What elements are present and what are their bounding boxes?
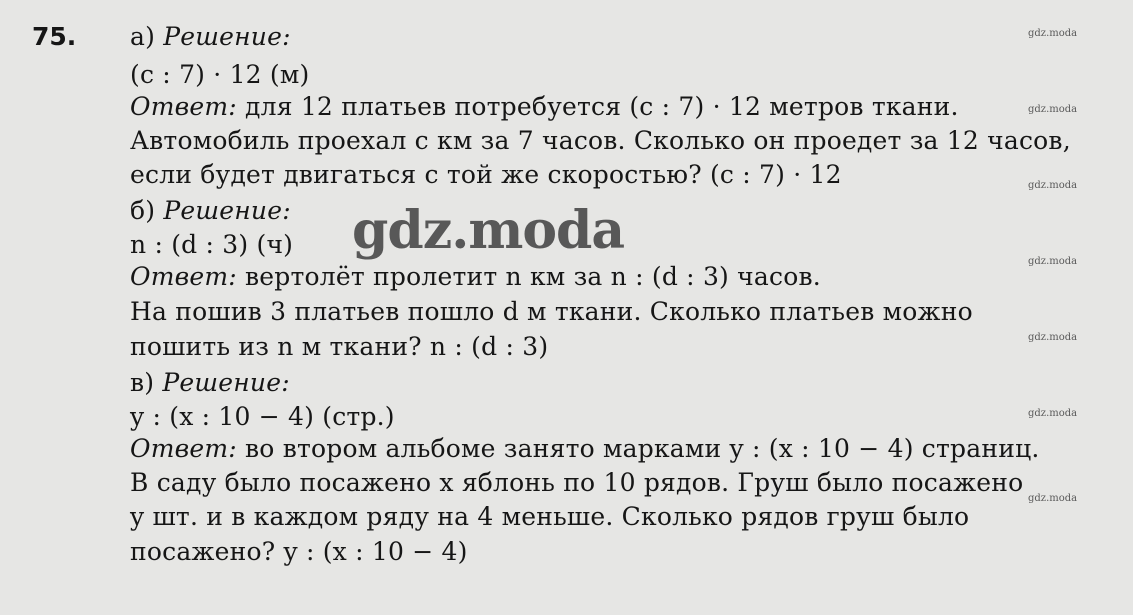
part-c-expression: y : (x : 10 − 4) (стр.) <box>130 402 395 431</box>
part-b-task-line-1: На пошив 3 платьев пошло d м ткани. Сколько платьев можно <box>130 297 973 326</box>
part-a-solution-label: Решение: <box>163 22 291 51</box>
part-b-answer <box>130 262 821 292</box>
part-a-heading <box>130 22 291 52</box>
part-b-answer-text: вертолёт пролетит n км за n : (d : 3) часов. <box>236 262 821 291</box>
part-b-label: б) <box>130 196 164 225</box>
watermark-small: gdz.moda <box>1028 332 1078 343</box>
part-a-expression: (c : 7) · 12 (м) <box>130 60 310 89</box>
part-b-heading <box>130 196 291 226</box>
part-a-answer-text: для 12 платьев потребуется (c : 7) · 12 метров ткани. <box>236 92 959 121</box>
watermark-small: gdz.moda <box>1028 180 1078 191</box>
watermark-small: gdz.moda <box>1028 28 1078 39</box>
part-a-answer <box>130 92 959 122</box>
watermark-small: gdz.moda <box>1028 256 1078 267</box>
part-a-label: а) <box>130 22 164 51</box>
watermark-large: gdz.moda <box>352 200 625 261</box>
part-c-task-line-1: В саду было посажено x яблонь по 10 рядов. Груш было посажено <box>130 468 1024 497</box>
part-c-heading <box>130 368 290 398</box>
part-c-task-line-2: y шт. и в каждом ряду на 4 меньше. Сколько рядов груш было <box>130 502 970 531</box>
part-c-answer-text: во втором альбоме занято марками y : (x : 10 − 4) страниц. <box>236 434 1040 463</box>
part-c-answer-label: Ответ: <box>130 434 237 463</box>
part-c-task-line-3: посажено? y : (x : 10 − 4) <box>130 537 468 566</box>
part-a-task-line-1: Автомобиль проехал c км за 7 часов. Сколько он проедет за 12 часов, <box>130 126 1071 155</box>
part-b-expression: n : (d : 3) (ч) <box>130 230 294 259</box>
problem-number: 75. <box>32 22 77 51</box>
part-a-task-line-2: если будет двигаться с той же скоростью? (c : 7) · 12 <box>130 160 842 189</box>
part-b-solution-label: Решение: <box>163 196 291 225</box>
watermark-small: gdz.moda <box>1028 104 1078 115</box>
part-c-answer <box>130 434 1040 464</box>
part-a-answer-label: Ответ: <box>130 92 237 121</box>
part-c-solution-label: Решение: <box>162 368 290 397</box>
watermark-small: gdz.moda <box>1028 408 1078 419</box>
part-b-answer-label: Ответ: <box>130 262 237 291</box>
watermark-small: gdz.moda <box>1028 493 1078 504</box>
part-b-task-line-2: пошить из n м ткани? n : (d : 3) <box>130 332 549 361</box>
part-c-label: в) <box>130 368 163 397</box>
